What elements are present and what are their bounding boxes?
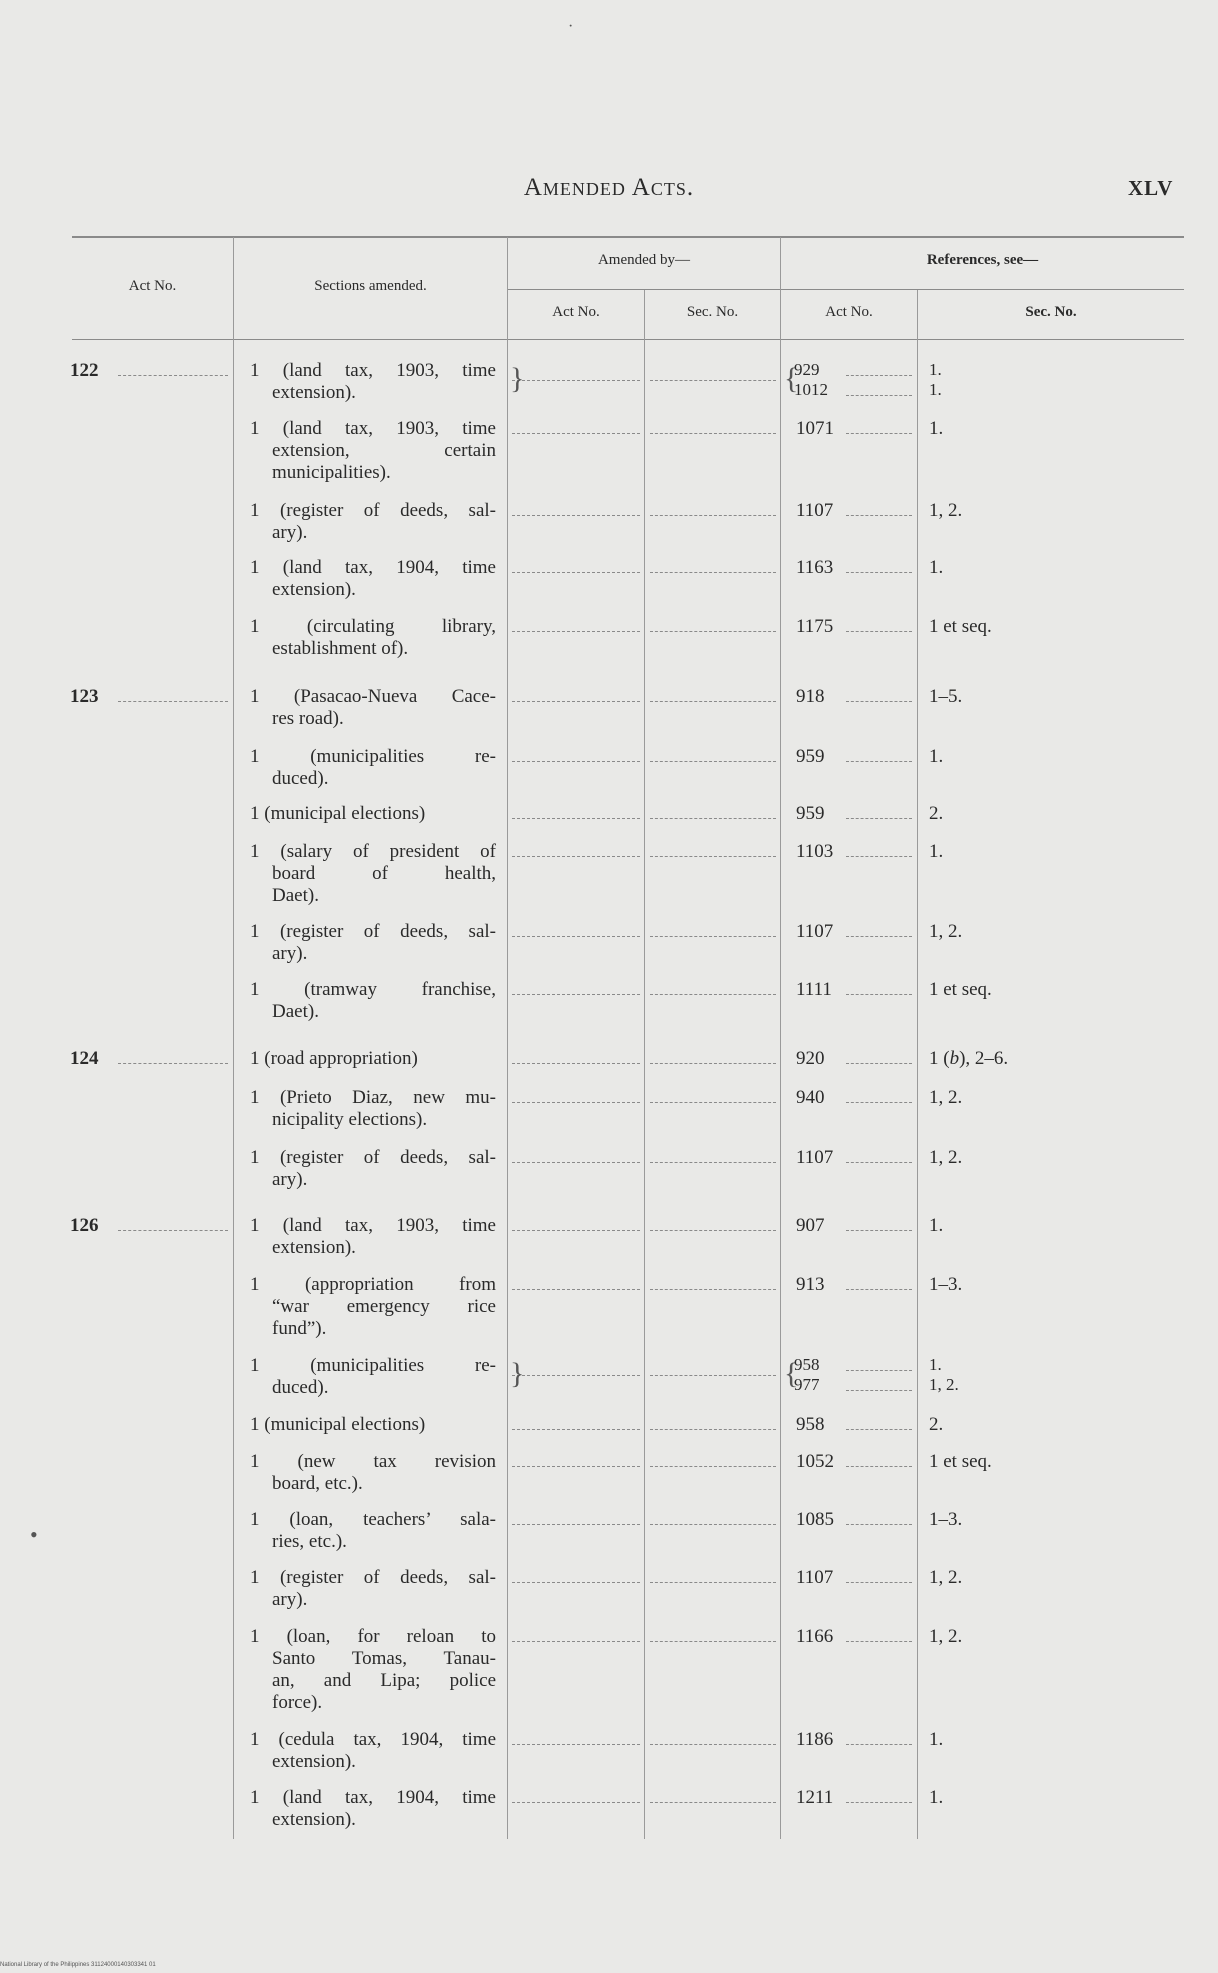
empty-cell-leader xyxy=(650,572,776,573)
section-amended: 1 (register of deeds, sal- ary). xyxy=(250,921,496,964)
col-divider xyxy=(507,237,508,1839)
act-number: 126 xyxy=(70,1215,99,1236)
reference-section-number: 1, 2. xyxy=(929,1375,959,1394)
header-bottom-rule xyxy=(72,339,1184,340)
leader-dots xyxy=(846,856,912,857)
reference-act-number: 1211 xyxy=(796,1787,834,1808)
header-amended-by: Amended by— xyxy=(597,252,691,268)
section-amended: 1 (land tax, 1903, time extension). xyxy=(250,1215,496,1258)
col-divider xyxy=(644,290,645,1839)
empty-cell-leader xyxy=(650,1524,776,1525)
brace-mark: { xyxy=(784,362,799,395)
act-number: 122 xyxy=(70,360,99,381)
section-amended: 1 (road appropriation) xyxy=(250,1048,418,1069)
empty-cell-leader xyxy=(512,1802,640,1803)
footer-note: National Library of the Philippines 31124000140303341 01 xyxy=(0,1962,156,1968)
reference-section-number: 1. xyxy=(929,418,944,439)
reference-section-number: 1, 2. xyxy=(929,1147,963,1168)
header-amended-act-no: Act No. xyxy=(552,304,600,320)
reference-act-number: 1107 xyxy=(796,1147,834,1168)
empty-cell-leader xyxy=(650,994,776,995)
section-amended: 1 (new tax revision board, etc.). xyxy=(250,1451,496,1494)
reference-act-number: 1175 xyxy=(796,616,834,637)
leader-dots xyxy=(846,761,912,762)
reference-act-number: 959 xyxy=(796,803,825,824)
reference-act-number: 1111 xyxy=(796,979,832,1000)
leader-dots xyxy=(846,572,912,573)
stray-mark: · xyxy=(568,18,574,35)
reference-act-number: 1107 xyxy=(796,921,834,942)
empty-cell-leader xyxy=(512,994,640,995)
leader-dots xyxy=(118,375,228,376)
reference-section-number: 1, 2. xyxy=(929,500,963,521)
empty-cell-leader xyxy=(512,1744,640,1745)
reference-act-number: 1071 xyxy=(796,418,834,439)
empty-cell-leader xyxy=(650,1641,776,1642)
leader-dots xyxy=(846,1063,912,1064)
section-amended: 1 (municipal elections) xyxy=(250,1414,426,1435)
reference-section-number: 1–3. xyxy=(929,1274,963,1295)
header-references: References, see— xyxy=(926,252,1039,268)
empty-cell-leader xyxy=(512,572,640,573)
leader-dots xyxy=(846,1370,912,1371)
empty-cell-leader xyxy=(650,761,776,762)
empty-cell-leader xyxy=(650,1102,776,1103)
reference-act-number: 1052 xyxy=(796,1451,834,1472)
leader-dots xyxy=(846,994,912,995)
reference-act-number: 1166 xyxy=(796,1626,834,1647)
reference-section-number: 1. xyxy=(929,1355,942,1374)
reference-section-number: 1 (b), 2–6. xyxy=(929,1048,1009,1069)
section-amended: 1 (register of deeds, sal- ary). xyxy=(250,500,496,543)
empty-cell-leader xyxy=(512,1429,640,1430)
empty-cell-leader xyxy=(512,701,640,702)
leader-dots xyxy=(846,1162,912,1163)
top-rule xyxy=(72,236,1184,238)
leader-dots xyxy=(118,1063,228,1064)
empty-cell-leader xyxy=(650,380,776,381)
empty-cell-leader xyxy=(650,856,776,857)
empty-cell-leader xyxy=(512,631,640,632)
empty-cell-leader xyxy=(650,515,776,516)
leader-dots xyxy=(846,515,912,516)
reference-section-number: 1 et seq. xyxy=(929,1451,992,1472)
empty-cell-leader xyxy=(512,1375,640,1376)
leader-dots xyxy=(118,701,228,702)
act-number: 124 xyxy=(70,1048,99,1069)
reference-act-number: 1085 xyxy=(796,1509,834,1530)
reference-section-number: 1. xyxy=(929,557,944,578)
section-amended: 1 (salary of president of board of health, Daet). xyxy=(250,841,496,906)
subheader-rule xyxy=(507,289,1184,290)
empty-cell-leader xyxy=(650,631,776,632)
leader-dots xyxy=(846,1466,912,1467)
leader-dots xyxy=(846,701,912,702)
reference-section-number: 2. xyxy=(929,1414,944,1435)
empty-cell-leader xyxy=(512,936,640,937)
empty-cell-leader xyxy=(512,515,640,516)
leader-dots xyxy=(846,395,912,396)
reference-section-number: 1. xyxy=(929,841,944,862)
reference-section-number: 1, 2. xyxy=(929,1087,963,1108)
leader-dots xyxy=(846,1429,912,1430)
reference-act-number: 907 xyxy=(796,1215,825,1236)
leader-dots xyxy=(846,1802,912,1803)
reference-section-number: 1. xyxy=(929,746,944,767)
leader-dots xyxy=(846,936,912,937)
reference-act-number: 1107 xyxy=(796,500,834,521)
reference-act-number: 940 xyxy=(796,1087,825,1108)
reference-section-number: 2. xyxy=(929,803,944,824)
empty-cell-leader xyxy=(650,433,776,434)
reference-section-number: 1. xyxy=(929,380,942,399)
leader-dots xyxy=(846,1641,912,1642)
empty-cell-leader xyxy=(650,1466,776,1467)
section-amended: 1 (loan, for reloan to Santo Tomas, Tanau- an, and Lipa; police force). xyxy=(250,1626,496,1713)
leader-dots xyxy=(846,631,912,632)
reference-act-number: 958 xyxy=(796,1414,825,1435)
reference-act-number: 918 xyxy=(796,686,825,707)
section-amended: 1 (municipal elections) xyxy=(250,803,426,824)
reference-act-number: 959 xyxy=(796,746,825,767)
leader-dots xyxy=(846,1744,912,1745)
empty-cell-leader xyxy=(512,380,640,381)
reference-section-number: 1. xyxy=(929,1729,944,1750)
leader-dots xyxy=(846,375,912,376)
empty-cell-leader xyxy=(512,1641,640,1642)
empty-cell-leader xyxy=(512,1582,640,1583)
empty-cell-leader xyxy=(512,818,640,819)
reference-section-number: 1. xyxy=(929,1215,944,1236)
reference-act-number: 929 xyxy=(794,360,820,379)
reference-act-number: 1186 xyxy=(796,1729,834,1750)
reference-section-number: 1, 2. xyxy=(929,1567,963,1588)
stray-mark: • xyxy=(30,1522,38,1547)
empty-cell-leader xyxy=(650,1289,776,1290)
reference-section-number: 1–5. xyxy=(929,686,963,707)
leader-dots xyxy=(846,1230,912,1231)
empty-cell-leader xyxy=(512,1230,640,1231)
section-amended: 1 (circulating library, establishment of). xyxy=(250,616,496,659)
empty-cell-leader xyxy=(650,1162,776,1163)
section-amended: 1 (Prieto Diaz, new mu- nicipality elections). xyxy=(250,1087,496,1130)
page-title: Amended Acts. xyxy=(523,174,695,201)
section-amended: 1 (register of deeds, sal- ary). xyxy=(250,1567,496,1610)
empty-cell-leader xyxy=(512,433,640,434)
reference-section-number: 1–3. xyxy=(929,1509,963,1530)
empty-cell-leader xyxy=(512,856,640,857)
header-act-no: Act No. xyxy=(128,278,177,294)
empty-cell-leader xyxy=(512,1289,640,1290)
section-amended: 1 (register of deeds, sal- ary). xyxy=(250,1147,496,1190)
brace-mark: } xyxy=(510,1357,525,1390)
section-amended: 1 (tramway franchise, Daet). xyxy=(250,979,496,1022)
empty-cell-leader xyxy=(650,1429,776,1430)
leader-dots xyxy=(846,1582,912,1583)
section-amended: 1 (loan, teachers’ sala- ries, etc.). xyxy=(250,1509,496,1552)
reference-section-number: 1 et seq. xyxy=(929,979,992,1000)
empty-cell-leader xyxy=(650,1582,776,1583)
empty-cell-leader xyxy=(650,1802,776,1803)
page-number: XLV xyxy=(1128,176,1174,200)
leader-dots xyxy=(118,1230,228,1231)
section-amended: 1 (cedula tax, 1904, time extension). xyxy=(250,1729,496,1772)
col-divider xyxy=(917,290,918,1839)
reference-section-number: 1, 2. xyxy=(929,921,963,942)
reference-act-number: 977 xyxy=(794,1375,820,1394)
reference-section-number: 1 et seq. xyxy=(929,616,992,637)
empty-cell-leader xyxy=(512,1102,640,1103)
leader-dots xyxy=(846,433,912,434)
section-amended: 1 (land tax, 1903, time extension). xyxy=(250,360,496,403)
empty-cell-leader xyxy=(650,1375,776,1376)
empty-cell-leader xyxy=(650,1063,776,1064)
section-amended: 1 (municipalities re- duced). xyxy=(250,746,496,789)
section-amended: 1 (land tax, 1903, time extension, certain municipalities). xyxy=(250,418,496,483)
header-sections-amended: Sections amended. xyxy=(314,278,427,294)
header-ref-act-no: Act No. xyxy=(825,304,873,320)
reference-act-number: 913 xyxy=(796,1274,825,1295)
leader-dots xyxy=(846,1390,912,1391)
reference-section-number: 1. xyxy=(929,1787,944,1808)
empty-cell-leader xyxy=(650,701,776,702)
empty-cell-leader xyxy=(650,1744,776,1745)
empty-cell-leader xyxy=(512,1063,640,1064)
leader-dots xyxy=(846,1524,912,1525)
reference-act-number: 920 xyxy=(796,1048,825,1069)
empty-cell-leader xyxy=(650,936,776,937)
reference-act-number: 1012 xyxy=(794,380,828,399)
empty-cell-leader xyxy=(650,1230,776,1231)
brace-mark: } xyxy=(510,362,525,395)
reference-act-number: 1163 xyxy=(796,557,834,578)
reference-act-number: 958 xyxy=(794,1355,820,1374)
empty-cell-leader xyxy=(512,1524,640,1525)
col-divider xyxy=(233,237,234,1839)
col-divider xyxy=(780,237,781,1839)
header-ref-sec-no: Sec. No. xyxy=(1025,304,1077,320)
empty-cell-leader xyxy=(512,1466,640,1467)
empty-cell-leader xyxy=(650,818,776,819)
brace-mark: { xyxy=(784,1357,799,1390)
empty-cell-leader xyxy=(512,1162,640,1163)
reference-act-number: 1107 xyxy=(796,1567,834,1588)
leader-dots xyxy=(846,1102,912,1103)
reference-section-number: 1. xyxy=(929,360,942,379)
section-amended: 1 (land tax, 1904, time extension). xyxy=(250,1787,496,1830)
section-amended: 1 (Pasacao-Nueva Cace- res road). xyxy=(250,686,496,729)
act-number: 123 xyxy=(70,686,99,707)
empty-cell-leader xyxy=(512,761,640,762)
section-amended: 1 (municipalities re- duced). xyxy=(250,1355,496,1398)
leader-dots xyxy=(846,1289,912,1290)
section-amended: 1 (land tax, 1904, time extension). xyxy=(250,557,496,600)
reference-section-number: 1, 2. xyxy=(929,1626,963,1647)
leader-dots xyxy=(846,818,912,819)
reference-act-number: 1103 xyxy=(796,841,834,862)
section-amended: 1 (appropriation from “war emergency rice fund”). xyxy=(250,1274,496,1339)
header-amended-sec-no: Sec. No. xyxy=(686,304,739,320)
